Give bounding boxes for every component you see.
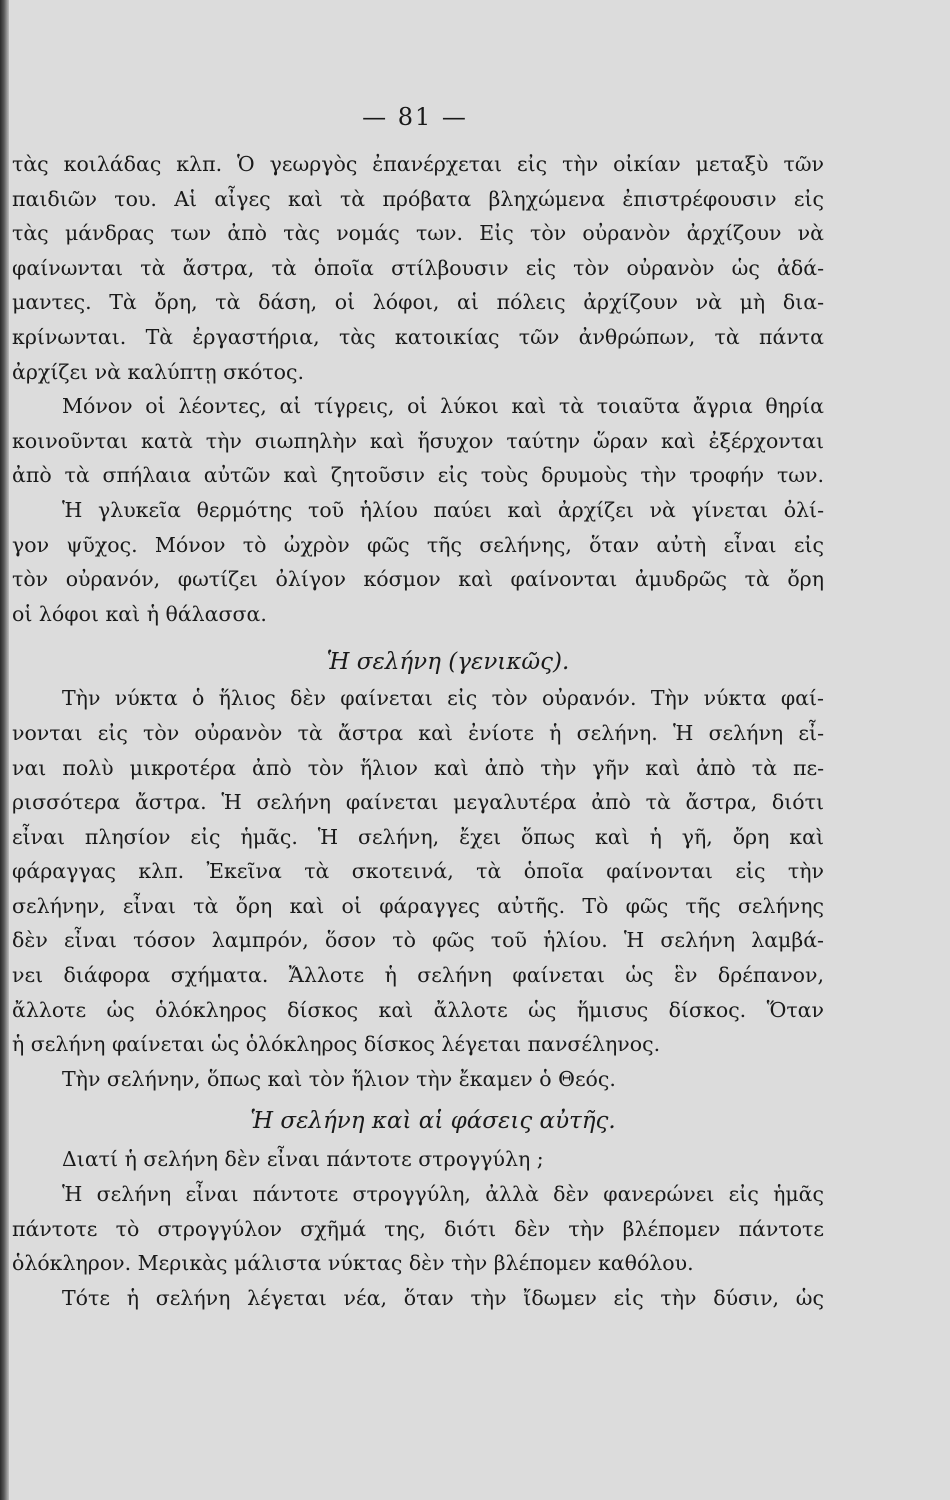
text-line: νονται εἰς τὸν οὐρανὸν τὰ ἄστρα καὶ ἐνίοτε ἡ σελήνη. Ἡ σελήνη εἶ- bbox=[12, 720, 824, 745]
text-line: νει διάφορα σχήματα. Ἄλλοτε ἡ σελήνη φαίνεται ὡς ἓν δρέπανον, bbox=[12, 963, 824, 988]
text-line: κρίνωνται. Τὰ ἐργαστήρια, τὰς κατοικίας τῶν ἀνθρώπων, τὰ πάντα bbox=[12, 324, 824, 349]
text-line: κοινοῦνται κατὰ τὴν σιωπηλὴν καὶ ἥσυχον ταύτην ὥραν καὶ ἐξέρχονται bbox=[12, 428, 824, 453]
text-line: Ἡ γλυκεῖα θερμότης τοῦ ἡλίου παύει καὶ ἀρχίζει νὰ γίνεται ὀλί- bbox=[62, 497, 824, 522]
page-binding-edge bbox=[0, 0, 9, 1500]
text-line: πάντοτε τὸ στρογγύλον σχῆμά της, διότι δὲν τὴν βλέπομεν πάντοτε bbox=[12, 1216, 824, 1241]
text-line: γον ψῦχος. Μόνον τὸ ὠχρὸν φῶς τῆς σελήνης, ὅταν αὐτὴ εἶναι εἰς bbox=[12, 532, 824, 557]
text-line: ρισσότερα ἄστρα. Ἡ σελήνη φαίνεται μεγαλυτέρα ἀπὸ τὰ ἄστρα, διότι bbox=[12, 790, 824, 815]
text-line: τὸν οὐρανόν, φωτίζει ὀλίγον κόσμον καὶ φαίνονται ἀμυδρῶς τὰ ὄρη bbox=[12, 567, 824, 592]
text-line: ναι πολὺ μικροτέρα ἀπὸ τὸν ἥλιον καὶ ἀπὸ τὴν γῆν καὶ ἀπὸ τὰ πε- bbox=[12, 755, 824, 780]
text-line: ἀπὸ τὰ σπήλαια αὐτῶν καὶ ζητοῦσιν εἰς τοὺς δρυμοὺς τὴν τροφήν των. bbox=[12, 463, 824, 488]
text-line: δὲν εἶναι τόσον λαμπρόν, ὅσον τὸ φῶς τοῦ ἡλίου. Ἡ σελήνη λαμβά- bbox=[12, 928, 824, 953]
text-line: τὰς κοιλάδας κλπ. Ὁ γεωργὸς ἐπανέρχεται εἰς τὴν οἰκίαν μεταξὺ τῶν bbox=[12, 152, 824, 176]
text-line: Διατί ἡ σελήνη δὲν εἶναι πάντοτε στρογγύλη ; bbox=[62, 1147, 544, 1172]
text-line: μαντες. Τὰ ὄρη, τὰ δάση, οἱ λόφοι, αἱ πόλεις ἀρχίζουν νὰ μὴ δια- bbox=[12, 290, 824, 315]
text-line: Τὴν νύκτα ὁ ἥλιος δὲν φαίνεται εἰς τὸν οὐρανόν. Τὴν νύκτα φαί- bbox=[62, 686, 824, 711]
text-line: Μόνον οἱ λέοντες, αἱ τίγρεις, οἱ λύκοι καὶ τὰ τοιαῦτα ἄγρια θηρία bbox=[62, 394, 824, 419]
text-line: ἡ σελήνη φαίνεται ὡς ὁλόκληρος δίσκος λέγεται πανσέληνος. bbox=[12, 1032, 661, 1057]
text-line: σελήνην, εἶναι τὰ ὄρη καὶ οἱ φάραγγες αὐτῆς. Τὸ φῶς τῆς σελήνης bbox=[12, 893, 824, 918]
section-heading: Ἡ σελήνη (γενικῶς). bbox=[326, 649, 570, 676]
section-heading: Ἡ σελήνη καὶ αἱ φάσεις αὐτῆς. bbox=[250, 1108, 616, 1135]
body-text bbox=[12, 147, 824, 1315]
text-line: ἀρχίζει νὰ καλύπτῃ σκότος. bbox=[12, 359, 305, 384]
text-line: φαίνωνται τὰ ἄστρα, τὰ ὁποῖα στίλβουσιν εἰς τὸν οὐρανὸν ὡς ἀδά- bbox=[12, 255, 824, 280]
text-line: ὁλόκληρον. Μερικὰς μάλιστα νύκτας δὲν τὴν βλέπομεν καθόλου. bbox=[12, 1251, 694, 1276]
text-line: ἄλλοτε ὡς ὁλόκληρος δίσκος καὶ ἄλλοτε ὡς ἥμισυς δίσκος. Ὅταν bbox=[12, 997, 824, 1022]
text-line: Ἡ σελήνη εἶναι πάντοτε στρογγύλη, ἀλλὰ δὲν φανερώνει εἰς ἡμᾶς bbox=[62, 1182, 824, 1207]
page-number: — 81 — bbox=[362, 103, 468, 131]
text-line: Τὴν σελήνην, ὅπως καὶ τὸν ἥλιον τὴν ἔκαμεν ὁ Θεός. bbox=[62, 1066, 616, 1091]
text-line: εἶναι πλησίον εἰς ἡμᾶς. Ἡ σελήνη, ἔχει ὅπως καὶ ἡ γῆ, ὄρη καὶ bbox=[12, 824, 824, 849]
text-line: τὰς μάνδρας των ἀπὸ τὰς νομάς των. Εἰς τὸν οὐρανὸν ἀρχίζουν νὰ bbox=[12, 221, 824, 246]
text-line: φάραγγας κλπ. Ἐκεῖνα τὰ σκοτεινά, τὰ ὁποῖα φαίνονται εἰς τὴν bbox=[12, 859, 824, 884]
text-line: Τότε ἡ σελήνη λέγεται νέα, ὅταν τὴν ἴδωμεν εἰς τὴν δύσιν, ὡς bbox=[62, 1285, 824, 1310]
text-line: παιδιῶν του. Αἱ αἶγες καὶ τὰ πρόβατα βληχώμενα ἐπιστρέφουσιν εἰς bbox=[12, 186, 824, 211]
text-line: οἱ λόφοι καὶ ἡ θάλασσα. bbox=[12, 601, 267, 626]
